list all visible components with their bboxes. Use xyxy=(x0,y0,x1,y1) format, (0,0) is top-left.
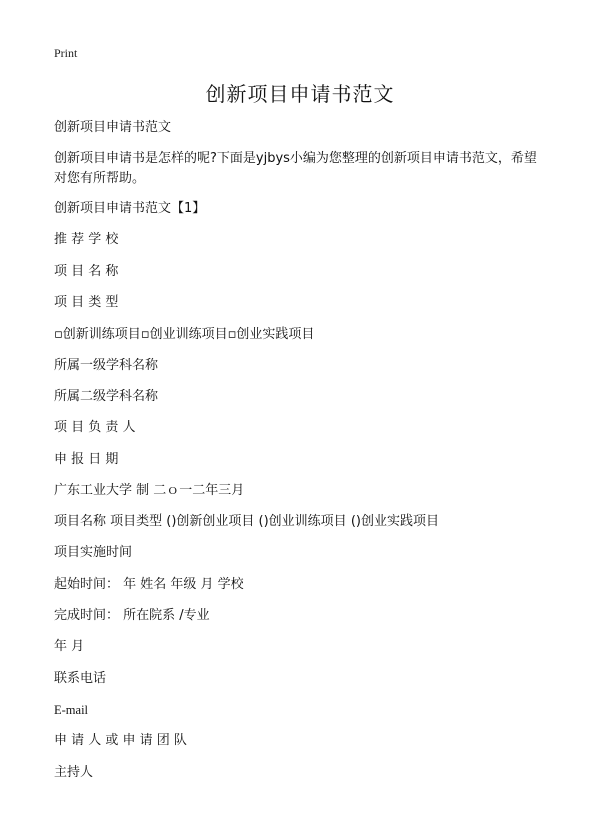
field-implementation-time: 项目实施时间 xyxy=(54,545,133,560)
intro-paragraph: 创新项目申请书是怎样的呢?下面是yjbys小编为您整理的创新项目申请书范文，希望对您有所帮助。 xyxy=(54,151,537,186)
field-project-type: 项 目 类 型 xyxy=(54,295,119,310)
year-month-line: 年 月 xyxy=(54,639,85,654)
field-host: 主持人 xyxy=(54,765,94,780)
field-applicant-team: 申 请 人 或 申 请 团 队 xyxy=(54,733,187,748)
project-name-type-line: 项目名称 项目类型 ()创新创业项目 ()创业训练项目 ()创业实践项目 xyxy=(54,514,439,529)
start-time-line: 起始时间： 年 姓名 年级 月 学校 xyxy=(54,577,244,592)
field-secondary-discipline: 所属二级学科名称 xyxy=(54,389,159,404)
field-project-leader: 项 目 负 责 人 xyxy=(54,420,136,435)
page-title: 创新项目申请书范文 xyxy=(205,82,395,106)
field-phone: 联系电话 xyxy=(54,671,107,686)
field-email: E-mail xyxy=(54,703,89,717)
field-project-name: 项 目 名 称 xyxy=(54,264,119,279)
finish-time-line: 完成时间： 所在院系 /专业 xyxy=(54,608,210,623)
issuer-line: 广东工业大学 制 二ｏ一二年三月 xyxy=(54,483,245,498)
section-heading: 创新项目申请书范文【1】 xyxy=(54,201,206,216)
field-primary-discipline: 所属一级学科名称 xyxy=(54,358,159,373)
project-type-options: ▫创新训练项目▫创业训练项目▫创业实践项目 xyxy=(54,327,315,342)
field-apply-date: 申 报 日 期 xyxy=(54,452,119,467)
subtitle-line: 创新项目申请书范文 xyxy=(54,120,172,135)
field-recommend-school: 推 荐 学 校 xyxy=(54,232,119,247)
print-label: Print xyxy=(54,46,78,60)
